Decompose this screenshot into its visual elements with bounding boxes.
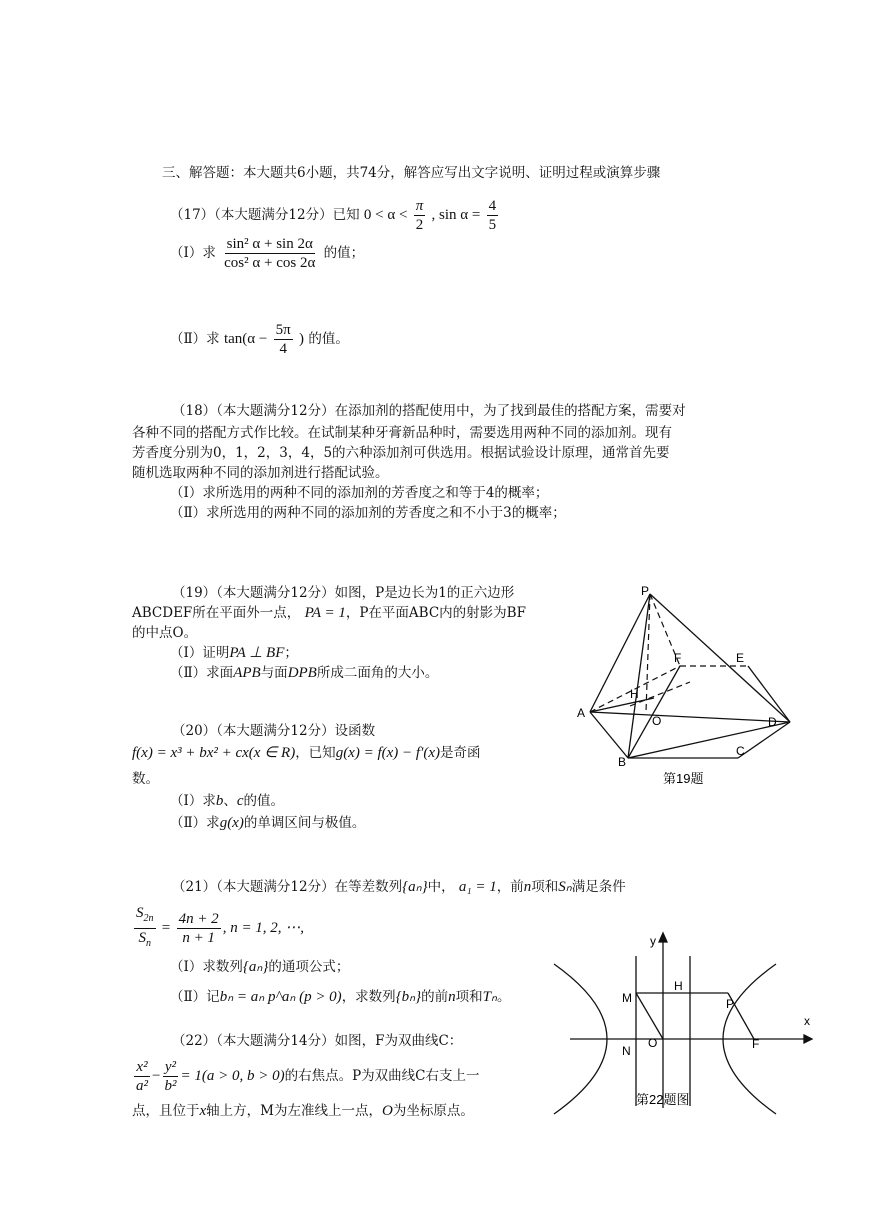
q21-lhs-den-sub: n: [146, 938, 151, 949]
q17-cond-b: , sin α =: [431, 207, 481, 223]
q17-p1-fraction: [222, 235, 317, 272]
label-A: A: [577, 706, 586, 720]
q21-rhs-den: n + 1: [182, 930, 215, 946]
q17-p2-den: 4: [279, 341, 287, 357]
q22-l3c: 为坐标原点。: [392, 1103, 474, 1119]
edge-AB: [590, 712, 628, 758]
q20-gx: g(x) = f(x) − f′(x): [335, 745, 440, 761]
segment-MO: [636, 993, 663, 1039]
q19-p1b: ；: [284, 645, 298, 661]
q21-part1: [170, 958, 349, 976]
edge-PA: [590, 594, 650, 712]
q21-Tn: Tₙ: [482, 989, 497, 1005]
q17-p1-num: sin² α + sin 2α: [226, 236, 313, 252]
q21-bn-def: bₙ = aₙ p^aₙ (p > 0): [219, 989, 342, 1005]
q21-l1d: 项和: [531, 879, 559, 895]
figure-19: [570, 580, 800, 790]
q17-cond-a: 0 < α <: [363, 207, 408, 223]
q22-x-fraction: [134, 1058, 150, 1095]
q17-pi: π: [415, 198, 424, 214]
q20-p1b: b: [215, 793, 224, 809]
q19-p2m1: APB: [233, 665, 261, 681]
q21-lhs-fraction: [134, 904, 156, 953]
q21-p1m: {aₙ}: [242, 959, 269, 975]
q22-line2: [132, 1056, 480, 1096]
q17-p2-prefix: （Ⅱ）求: [170, 331, 220, 347]
figure-22-svg: [552, 928, 824, 1118]
q17-part1: [170, 234, 364, 272]
edge-PD: [650, 594, 790, 722]
q19-l2b: ，P在平面ABC内的射影为BF: [345, 605, 526, 621]
q19-line2: [132, 604, 526, 622]
q17-four-fifths: [487, 197, 499, 234]
q20-p1d: c: [236, 793, 244, 809]
q17-p2-tan: tan(α −: [223, 331, 268, 347]
q19-line3: 的中点O。: [132, 625, 198, 641]
q20-p2c: 的单调区间与极值。: [243, 815, 366, 831]
label-H: H: [630, 687, 639, 701]
q21-l1c: ，前: [496, 879, 524, 895]
q18-line4: 随机选取两种不同的添加剂进行搭配试验。: [132, 465, 389, 481]
q22-y2: y²: [164, 1059, 177, 1075]
q21-p2-n: n: [448, 989, 456, 1005]
q22-line1: （22）（本大题满分14分）如图，F为双曲线C：: [172, 1033, 463, 1049]
q19-p1a: （Ⅰ）证明: [170, 645, 230, 661]
q17-part2: [170, 320, 349, 358]
q17-two: 2: [415, 217, 424, 233]
q18-line1: （18）（本大题满分12分）在添加剂的搭配使用中，为了找到最佳的搭配方案，需要对: [172, 403, 686, 419]
q20-p1e: 的值。: [243, 793, 285, 809]
label-D: D: [768, 715, 777, 729]
q17-p1-den: cos² α + cos 2α: [224, 255, 316, 271]
q22-x2: x²: [136, 1059, 148, 1075]
label-C: C: [736, 744, 745, 758]
q21-p1b: 的通项公式；: [268, 959, 350, 975]
label-O: O: [652, 714, 662, 728]
figure-22: [552, 928, 824, 1118]
q21-line1: [172, 878, 626, 896]
fig22-caption: 第22题图: [636, 1092, 690, 1107]
q17-five: 5: [488, 217, 497, 233]
label-P: P: [641, 584, 650, 598]
q20-fx: f(x) = x³ + bx² + cx(x ∈ R): [132, 745, 296, 761]
label-y: y: [650, 934, 656, 948]
label-H: H: [674, 979, 683, 993]
q17-p2-suffix: 的值。: [308, 331, 349, 347]
edge-AD: [590, 712, 790, 722]
q20-part1: [170, 792, 284, 810]
q18-part2: （Ⅱ）求所选用的两种不同的添加剂的芳香度之和不小于3的概率；: [170, 505, 566, 521]
q21-l1b: 中，: [427, 879, 455, 895]
q21-condition: [132, 904, 304, 953]
q18-line2: 各种不同的搭配方式作比较。在试制某种牙膏新品种时，需要选用两种不同的添加剂。现有: [132, 425, 672, 441]
label-N: N: [622, 1044, 631, 1058]
q22-x-axis: x: [199, 1103, 207, 1119]
q22-y-fraction: [162, 1058, 178, 1095]
label-O: O: [648, 1036, 658, 1050]
q19-p1m: PA ⊥ BF: [229, 645, 285, 661]
q20-p2a: （Ⅱ）求: [170, 815, 220, 831]
q17-head: （17）（本大题满分12分）已知: [170, 207, 360, 223]
q22-l3b: 轴上方，M为左准线上一点，: [206, 1103, 382, 1119]
q21-lhs-num-sub: 2n: [143, 913, 154, 924]
q17-stem: [170, 196, 500, 234]
label-E: E: [736, 651, 745, 665]
q21-lhs-den: S: [138, 930, 146, 946]
q21-bn-seq: {bₙ}: [395, 989, 422, 1005]
q20-p2b: g(x): [219, 815, 244, 831]
q17-pi-over-2: [414, 197, 426, 234]
q21-rhs-tail: , n = 1, 2, ⋯,: [222, 920, 305, 936]
q21-p2e: 。: [497, 989, 511, 1005]
label-F: F: [674, 651, 682, 665]
label-x: x: [804, 1014, 810, 1028]
q17-p2-fraction: [274, 321, 293, 358]
q22-l2-tail: 的右焦点。P为双曲线C右支上一: [284, 1068, 480, 1084]
q21-an-seq: {aₙ}: [402, 879, 428, 895]
y-axis-arrow: [659, 933, 667, 942]
q21-rhs-num: 4n + 2: [178, 911, 219, 927]
q19-l2a: ABCDEF所在平面外一点，: [132, 605, 301, 621]
q21-p2a: （Ⅱ）记: [170, 989, 220, 1005]
label-F: F: [752, 1037, 760, 1051]
q21-p2b: ，求数列: [341, 989, 396, 1005]
q20-line1: （20）（本大题满分12分）设函数: [172, 723, 376, 739]
q19-p2m2: DPB: [287, 665, 317, 681]
fig19-caption: 第19题: [663, 771, 704, 786]
section-header: 三、解答题：本大题共6小题，共74分，解答应写出文字说明、证明过程或演算步骤: [162, 165, 661, 181]
q22-minus: −: [152, 1068, 161, 1084]
q21-l1e: 满足条件: [571, 879, 626, 895]
q21-l1a: （21）（本大题满分12分）在等差数列: [172, 879, 403, 895]
q21-n: n: [523, 879, 532, 895]
q17-p1-suffix: 的值；: [323, 245, 365, 261]
label-P: P: [726, 997, 735, 1011]
q22-origin: O: [382, 1103, 393, 1119]
q22-eq-rhs: = 1(a > 0, b > 0): [180, 1068, 285, 1084]
q21-p2c: 的前: [421, 989, 449, 1005]
q22-b2: b²: [164, 1078, 177, 1094]
q17-p2-num: 5π: [275, 322, 291, 338]
q19-p2b: 与面: [260, 665, 288, 681]
q20-line3: 数。: [132, 771, 159, 787]
q20-p1a: （Ⅰ）求: [170, 793, 216, 809]
q21-a1: a₁ = 1: [458, 879, 497, 895]
q19-p2a: （Ⅱ）求面: [170, 665, 234, 681]
q17-p1-prefix: （Ⅰ）求: [170, 245, 216, 261]
q21-lhs-num: S: [136, 905, 144, 921]
edge-ED: [748, 666, 790, 722]
q21-p2d: 项和: [455, 989, 483, 1005]
q21-Sn: Sₙ: [558, 879, 572, 895]
figure-19-svg: [570, 580, 800, 790]
q21-part2: [170, 988, 511, 1006]
q18-line3: 芳香度分别为0，1，2，3，4，5的六种添加剂可供选用。根据试验设计原理，通常首先要: [132, 445, 670, 461]
q17-p2-close: ): [299, 331, 305, 347]
q19-part1: [170, 644, 298, 662]
q20-line2: [132, 744, 481, 762]
q22-l3a: 点，且位于: [132, 1103, 200, 1119]
q21-rhs-fraction: [177, 910, 221, 947]
q20-tail: 是奇函: [440, 745, 481, 761]
q20-p1c: 、: [223, 793, 237, 809]
q18-part1: （Ⅰ）求所选用的两种不同的添加剂的芳香度之和等于4的概率；: [170, 485, 549, 501]
q22-line3: [132, 1102, 474, 1120]
q20-part2: [170, 814, 365, 832]
q22-a2: a²: [136, 1078, 148, 1094]
q21-p1a: （Ⅰ）求数列: [170, 959, 243, 975]
q17-four: 4: [488, 198, 497, 214]
q19-line1: （19）（本大题满分12分）如图，P是边长为1的正六边形: [172, 585, 515, 601]
q20-mid: ，已知: [295, 745, 336, 761]
q21-eq: =: [161, 920, 171, 936]
q19-pa-eq: PA = 1: [304, 605, 346, 621]
label-M: M: [622, 991, 632, 1005]
x-axis-arrow: [804, 1035, 812, 1043]
label-B: B: [618, 755, 627, 769]
q19-p2c: 所成二面角的大小。: [316, 665, 439, 681]
q19-part2: [170, 664, 438, 682]
